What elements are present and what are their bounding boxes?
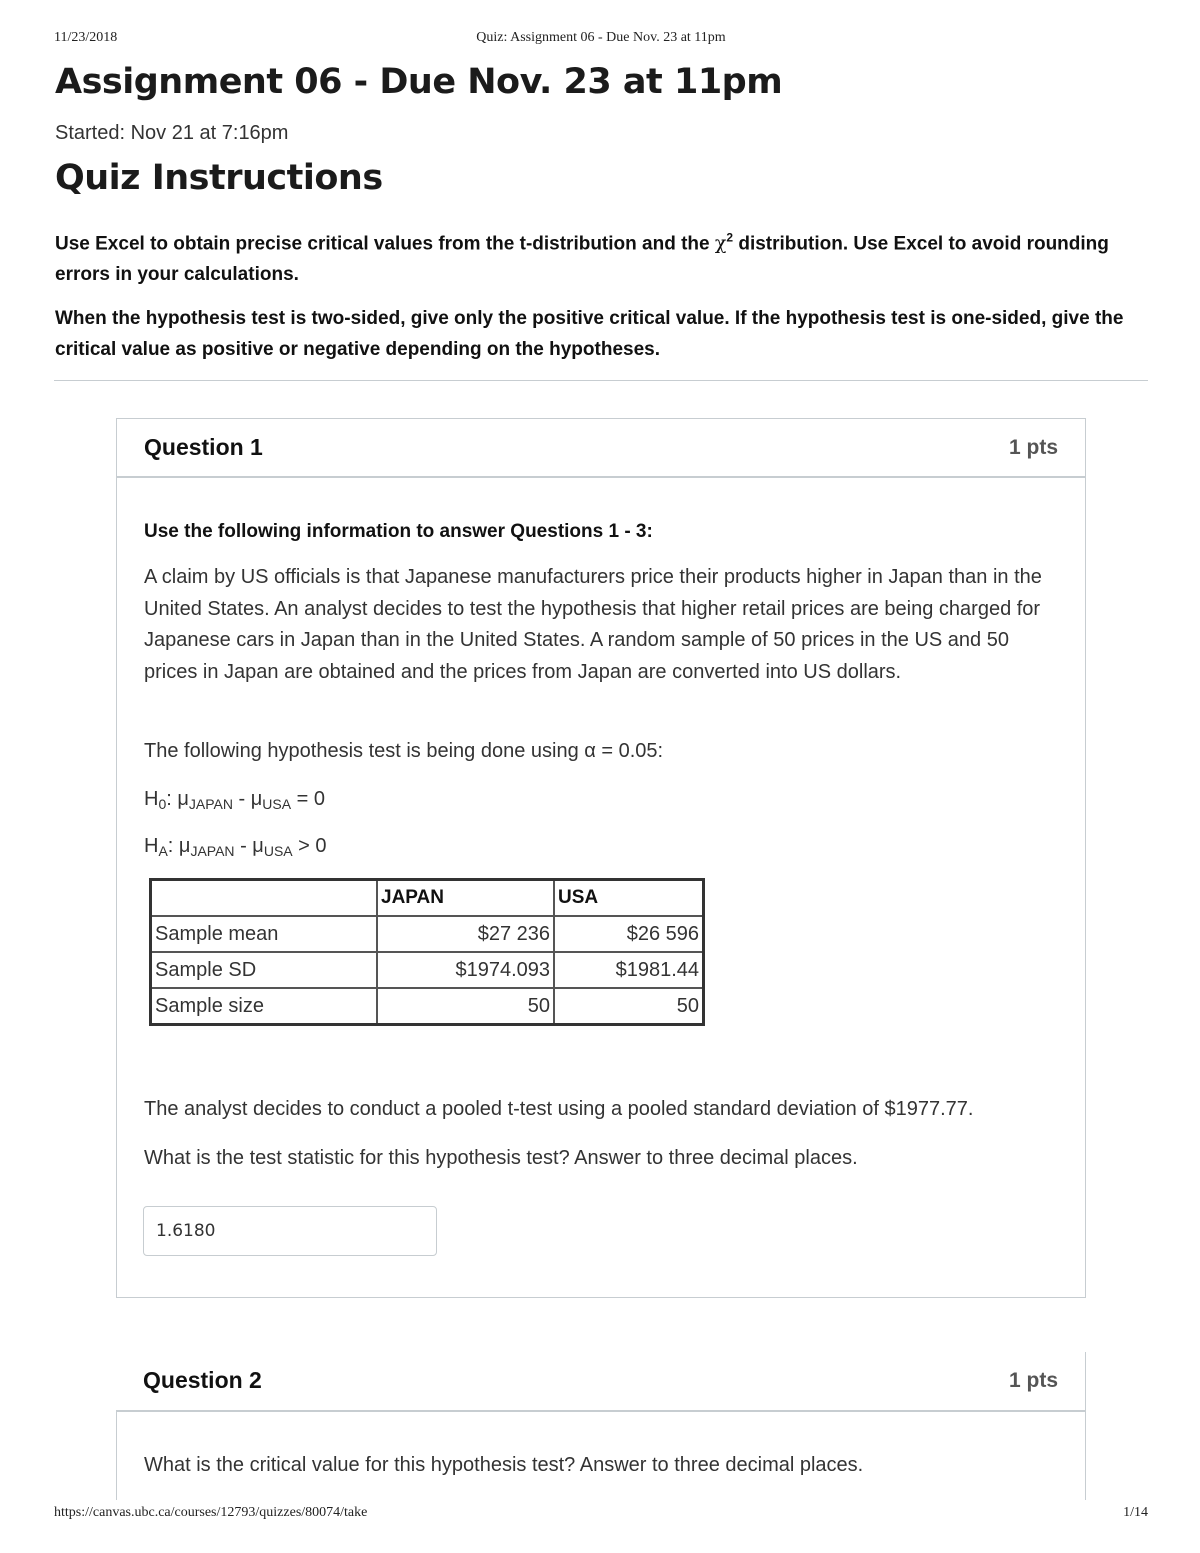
table-cell: Sample mean: [151, 916, 378, 952]
table-header: JAPAN: [377, 880, 554, 917]
table-header: [151, 880, 378, 917]
table-row: [151, 988, 704, 1025]
question-title: Question 2: [143, 1367, 262, 1393]
mu-subscript: USA: [262, 796, 292, 812]
question-points: 1 pts: [1008, 1369, 1058, 1392]
h-subscript: 0: [158, 796, 167, 812]
mu-subscript: USA: [263, 843, 293, 859]
answer-input[interactable]: [143, 1206, 437, 1256]
question-paragraph: The following hypothesis test is being done using α = 0.05:: [144, 740, 664, 762]
print-date: 11/23/2018: [54, 30, 118, 45]
chi-symbol: χ: [714, 232, 727, 255]
table-cell: Sample SD: [151, 952, 378, 988]
table-cell: 50: [377, 988, 554, 1025]
mu-subscript: JAPAN: [188, 796, 233, 812]
table-cell: $1974.093: [377, 952, 554, 988]
h-subscript: A: [158, 843, 168, 859]
page-number: 1/14: [1123, 1505, 1148, 1520]
equation-rest: > 0: [292, 835, 327, 857]
alternative-hypothesis: [144, 831, 1059, 864]
instructions-heading: Quiz Instructions: [55, 158, 383, 198]
h-symbol: H: [144, 788, 159, 810]
instructions-text: Use Excel to obtain precise critical values from the t-distribution and the: [55, 233, 715, 255]
mu-text: - μ: [234, 835, 264, 857]
question-1-header: [116, 418, 1086, 478]
question-prompt: What is the critical value for this hypothesis test? Answer to three decimal places.: [144, 1454, 864, 1476]
print-footer: [54, 1505, 1148, 1525]
null-hypothesis: [144, 784, 1059, 817]
started-timestamp: Started: Nov 21 at 7:16pm: [55, 122, 289, 144]
chi-superscript: 2: [726, 231, 734, 245]
mu-text: - μ: [232, 788, 263, 810]
instructions-paragraph-2: When the hypothesis test is two-sided, give only the positive critical value. If the hypothesis test is one-sided, give the critical value as positive or negative depending on the hypotheses.: [55, 308, 1124, 360]
mu-text: : μ: [166, 788, 189, 810]
instructions-paragraph-1: [55, 223, 1145, 290]
sample-stats-table: [149, 878, 705, 1026]
mu-text: : μ: [167, 835, 191, 857]
print-header: [54, 30, 1148, 50]
question-lead: Use the following information to answer Questions 1 - 3:: [144, 521, 653, 542]
equation-rest: = 0: [291, 788, 325, 810]
print-doc-title: Quiz: Assignment 06 - Due Nov. 23 at 11pm: [476, 30, 726, 45]
table-cell: 50: [554, 988, 704, 1025]
question-points: 1 pts: [1008, 436, 1058, 459]
table-cell: $1981.44: [554, 952, 704, 988]
question-2-header: [116, 1352, 1086, 1412]
page-title: Assignment 06 - Due Nov. 23 at 11pm: [55, 62, 783, 102]
instructions-text: distribution. Use Excel to avoid rounding errors in your calculations.: [55, 233, 1109, 286]
question-1-body: [116, 478, 1086, 1298]
mu-subscript: JAPAN: [190, 843, 235, 859]
question-paragraph: A claim by US officials is that Japanese manufacturers price their products higher in Japan than in the United States. An analyst decides to test the hypothesis that higher retail prices are being charged for Japanese cars in Japan than in the United States. A random sample of 50 prices in the US and 50 prices in Japan are obtained and the prices from Japan are converted into US dollars.: [144, 566, 1042, 683]
table-row: [151, 916, 704, 952]
table-cell: Sample size: [151, 988, 378, 1025]
question-2-body: [116, 1412, 1086, 1500]
question-title: Question 1: [144, 434, 263, 460]
question-prompt: What is the test statistic for this hypothesis test? Answer to three decimal places.: [144, 1147, 858, 1169]
h-symbol: H: [144, 835, 159, 857]
table-header: USA: [554, 880, 704, 917]
print-url: https://canvas.ubc.ca/courses/12793/quizzes/80074/take: [54, 1505, 368, 1520]
table-row: [151, 952, 704, 988]
divider: [54, 380, 1148, 381]
table-header-row: [151, 880, 704, 917]
table-cell: $26 596: [554, 916, 704, 952]
chi-squared-symbol: [715, 232, 733, 254]
question-paragraph: The analyst decides to conduct a pooled t-test using a pooled standard deviation of $1977.77.: [144, 1098, 974, 1120]
table-cell: $27 236: [377, 916, 554, 952]
